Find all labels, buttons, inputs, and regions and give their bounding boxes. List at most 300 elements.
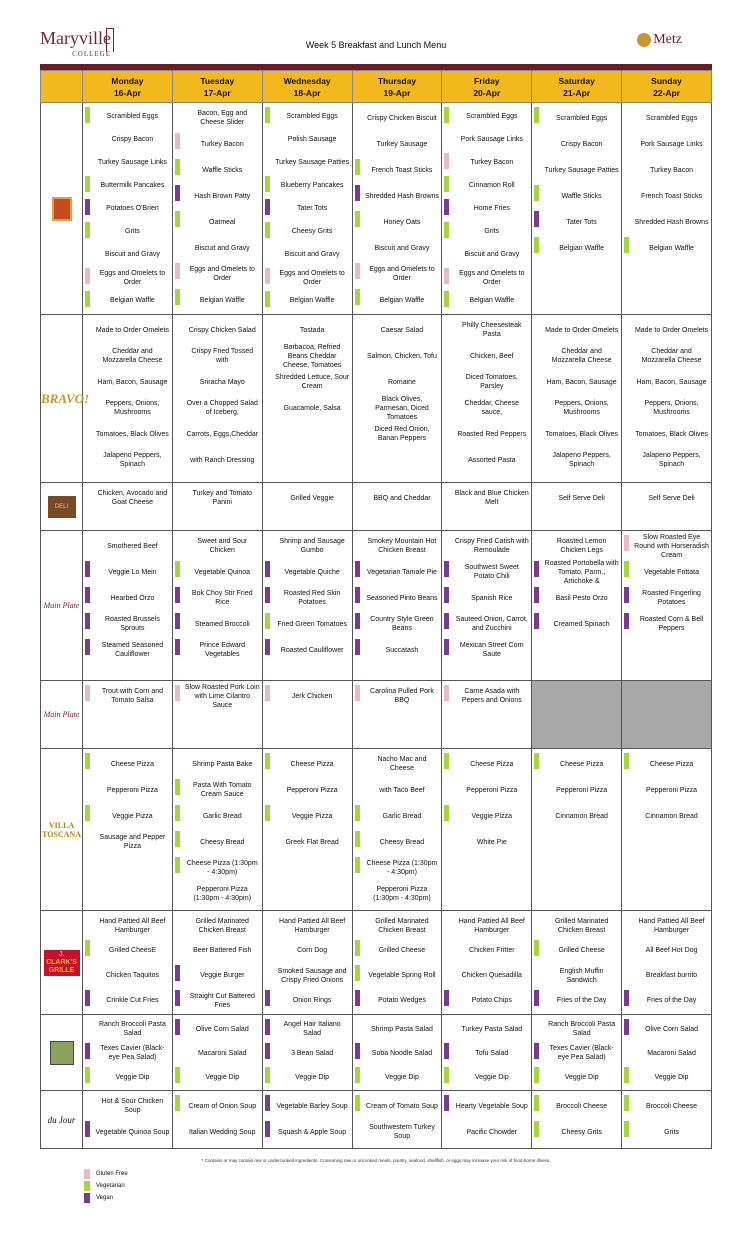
menu-item bbox=[622, 611, 711, 637]
menu-item bbox=[173, 913, 262, 938]
menu-cell bbox=[442, 749, 532, 911]
menu-item-label: Cheesy Grits bbox=[561, 1128, 602, 1136]
menu-item-label: Cream of Onion Soup bbox=[188, 1102, 257, 1110]
menu-item-label: Home Fries bbox=[473, 205, 510, 212]
menu-item bbox=[442, 266, 531, 289]
gluten-free-tag bbox=[444, 153, 449, 169]
menu-item-label: Belgian Waffle bbox=[289, 297, 335, 304]
menu-item bbox=[263, 1065, 352, 1089]
menu-item bbox=[173, 881, 262, 907]
menu-item bbox=[353, 1041, 442, 1065]
menu-item-label: Hand Pattied All Beef Hamburger bbox=[99, 917, 166, 934]
menu-item bbox=[353, 585, 442, 611]
menu-item bbox=[532, 585, 621, 611]
menu-item bbox=[83, 151, 172, 174]
menu-item-label: Basil Pesto Orzo bbox=[555, 594, 608, 602]
menu-item-label: Smoked Sausage and Crispy Fried Onions bbox=[277, 967, 347, 984]
menu-item-label: Bacon, Egg and Cheese Slider bbox=[197, 110, 248, 126]
menu-item bbox=[173, 343, 262, 369]
menu-item-label: Cheddar, Cheese sauce, bbox=[464, 400, 520, 416]
menu-item bbox=[622, 131, 711, 157]
menu-cell bbox=[352, 531, 442, 681]
menu-item-label: Southwest Sweet Potato Chili bbox=[464, 564, 519, 580]
station-logo-cell bbox=[41, 483, 83, 531]
menu-item-label: Blueberry Pancakes bbox=[280, 182, 344, 189]
menu-item bbox=[622, 421, 711, 447]
menu-item-label: Biscuit and Gravy bbox=[104, 251, 160, 258]
menu-cell bbox=[442, 315, 532, 483]
menu-item-label: Eggs and Omelets to Order bbox=[369, 266, 435, 282]
vegetarian-tag bbox=[175, 1095, 180, 1111]
menu-item-label: Peppers, Onions, Mushrooms bbox=[554, 400, 609, 416]
menu-item bbox=[263, 533, 352, 559]
menu-item-label: French Toast Sticks bbox=[641, 192, 702, 200]
menu-item bbox=[353, 683, 442, 709]
station-logo-cell bbox=[41, 1015, 83, 1091]
menu-item-label: Pepperoni Pizza bbox=[106, 786, 158, 794]
gluten-free-tag bbox=[355, 685, 360, 701]
menu-item bbox=[263, 1041, 352, 1065]
vegan-tag bbox=[444, 1095, 449, 1111]
menu-item bbox=[532, 131, 621, 157]
menu-item-label: Ranch Broccoli Pasta Salad bbox=[548, 1021, 616, 1037]
menu-item-label: Philly Cheesesteak Pasta bbox=[462, 322, 522, 338]
vegan-tag bbox=[444, 561, 449, 577]
menu-item-label: Cheesy Grits bbox=[291, 228, 333, 235]
menu-item-label: Black Olives, Parmesan, Diced Tomatoes bbox=[375, 395, 429, 421]
vegetarian-tag bbox=[355, 805, 360, 821]
menu-item-label: Crispy Chicken Biscuit bbox=[367, 114, 437, 122]
menu-item bbox=[353, 1017, 442, 1041]
menu-item bbox=[622, 751, 711, 777]
vegetarian-tag bbox=[534, 940, 539, 956]
vegetarian-tag bbox=[355, 940, 360, 956]
vegan-tag bbox=[265, 199, 270, 215]
menu-item-label: Potato Wedges bbox=[378, 997, 426, 1004]
page-title: Week 5 Breakfast and Lunch Menu bbox=[305, 40, 447, 50]
menu-item bbox=[532, 105, 621, 131]
menu-item-label: Eggs and Omelets to Order bbox=[99, 269, 166, 286]
day-name: Sunday bbox=[651, 75, 682, 86]
menu-item bbox=[442, 289, 531, 312]
menu-item-label: Jalapeno Peppers, Spinach bbox=[642, 452, 701, 468]
menu-item-label: Turkey Sausage Links bbox=[97, 159, 167, 166]
menu-item-label: Cheddar and Mozzarella Cheese bbox=[551, 348, 612, 364]
menu-item-label: Shrimp and Sausage Gumbo bbox=[279, 538, 345, 554]
menu-item bbox=[442, 777, 531, 803]
menu-item-label: Cheese Pizza (1:30pm - 4:30pm) bbox=[366, 860, 438, 876]
station-row bbox=[41, 103, 712, 315]
menu-cell bbox=[262, 531, 352, 681]
menu-item-label: Belgian Waffle bbox=[199, 296, 245, 304]
menu-item-label: Cheese Pizza bbox=[560, 760, 604, 768]
menu-item bbox=[263, 128, 352, 151]
day-date: 22-Apr bbox=[653, 87, 680, 98]
menu-item bbox=[83, 585, 172, 611]
menu-item bbox=[173, 611, 262, 637]
menu-item-label: Grits bbox=[125, 228, 140, 235]
menu-item-label: Roasted Cauliflower bbox=[280, 646, 344, 654]
menu-item-label: Chicken Taquitos bbox=[105, 972, 160, 979]
vegan-tag bbox=[265, 587, 270, 603]
menu-item-label: Polish Sausage bbox=[287, 136, 337, 143]
station-row bbox=[41, 1091, 712, 1149]
vegetarian-tag bbox=[85, 1067, 90, 1083]
menu-item bbox=[353, 881, 442, 907]
menu-item-label: Veggie Dip bbox=[654, 1073, 689, 1081]
menu-item-label: Roasted Fingerling Potatoes bbox=[642, 590, 701, 606]
menu-item-label: Slow Roasted Eye Round with Horseradish Cream bbox=[634, 533, 709, 559]
menu-item-label: Crispy Bacon bbox=[560, 140, 603, 148]
menu-cell bbox=[83, 103, 173, 315]
menu-item-label: Veggie Dip bbox=[474, 1073, 509, 1081]
menu-item bbox=[263, 220, 352, 243]
menu-item-label: Buttermilk Pancakes bbox=[100, 182, 165, 189]
menu-item bbox=[173, 829, 262, 855]
menu-item bbox=[83, 197, 172, 220]
menu-cell bbox=[262, 1015, 352, 1091]
menu-item bbox=[83, 220, 172, 243]
menu-item bbox=[83, 343, 172, 369]
vegan-tag bbox=[355, 613, 360, 629]
menu-item bbox=[353, 105, 442, 131]
menu-item bbox=[622, 343, 711, 369]
menu-item bbox=[173, 1017, 262, 1041]
menu-item bbox=[532, 343, 621, 369]
menu-item-label: Turkey Pasta Salad bbox=[461, 1025, 523, 1033]
menu-item bbox=[83, 829, 172, 855]
menu-item-label: Carolina Pulled Pork BBQ bbox=[370, 688, 434, 704]
vegetarian-tag bbox=[624, 1121, 629, 1137]
menu-item-label: Romaine bbox=[387, 378, 416, 386]
menu-item bbox=[353, 913, 442, 938]
menu-item-label: Cheese Pizza bbox=[110, 760, 155, 768]
menu-item-label: Onion Rings bbox=[292, 997, 332, 1004]
menu-item-label: Peppers, Onions, Mushrooms bbox=[644, 400, 699, 416]
menu-item bbox=[173, 261, 262, 287]
menu-item-label: Trout with Corn and Tomato Salsa bbox=[101, 688, 164, 704]
menu-item-label: Cheesy Bread bbox=[200, 838, 245, 846]
menu-item-label: Carne Asada with Pepers and Onions bbox=[461, 688, 522, 704]
menu-item-label: Honey Oats bbox=[383, 218, 421, 226]
menu-item bbox=[83, 988, 172, 1013]
menu-item-label: Self Serve Deli bbox=[558, 494, 605, 502]
vegetarian-tag bbox=[444, 805, 449, 821]
menu-item bbox=[173, 183, 262, 209]
menu-item bbox=[263, 611, 352, 637]
menu-item bbox=[442, 243, 531, 266]
menu-item-label: Diced Tomatoes, Parsley bbox=[465, 374, 518, 390]
vegan-tag bbox=[175, 1019, 180, 1035]
menu-item-label: Roasted Corn & Bell Peppers bbox=[639, 616, 704, 632]
vegetarian-tag bbox=[265, 613, 270, 629]
menu-item bbox=[442, 683, 531, 709]
vegetarian-tag bbox=[175, 831, 180, 847]
menu-item bbox=[442, 637, 531, 663]
menu-item bbox=[83, 963, 172, 988]
menu-cell bbox=[83, 1091, 173, 1149]
menu-cell bbox=[352, 1015, 442, 1091]
menu-item bbox=[263, 369, 352, 395]
menu-item bbox=[622, 369, 711, 395]
menu-item-label: Salmon, Chicken, Tofu bbox=[366, 352, 437, 360]
page-header bbox=[40, 24, 712, 64]
menu-item-label: Grits bbox=[664, 1128, 679, 1136]
menu-item bbox=[83, 938, 172, 963]
vegan-tag bbox=[265, 639, 270, 655]
menu-cell bbox=[83, 531, 173, 681]
menu-item-label: Vegetable Frittata bbox=[644, 568, 699, 576]
legend-gluten-free: Gluten Free bbox=[84, 1168, 128, 1180]
menu-item-label: Cinnamon Bread bbox=[555, 812, 608, 820]
menu-item bbox=[442, 1119, 531, 1145]
menu-item bbox=[173, 751, 262, 777]
menu-item bbox=[622, 988, 711, 1013]
menu-item bbox=[263, 938, 352, 963]
menu-item bbox=[263, 105, 352, 128]
menu-cell bbox=[172, 531, 262, 681]
menu-item-label: Veggie Pizza bbox=[291, 812, 333, 820]
menu-item-label: Pasta With Tomato Cream Sauce bbox=[192, 782, 252, 798]
day-date: 18-Apr bbox=[293, 87, 321, 98]
menu-cell bbox=[352, 315, 442, 483]
menu-item-label: Jalapeno Peppers, Spinach bbox=[552, 452, 611, 468]
menu-item-label: Carrots, Eggs,Cheddar bbox=[186, 430, 259, 438]
menu-item-label: Pepperoni Pizza bbox=[556, 786, 608, 794]
menu-item-label: Bok Choy Stir Fried Rice bbox=[191, 590, 253, 606]
menu-item bbox=[532, 963, 621, 988]
station-logo-cell bbox=[41, 911, 83, 1015]
menu-cell bbox=[622, 315, 712, 483]
menu-item-label: Roasted Portobella with Tomato, Parm., Artichoke & bbox=[544, 559, 619, 585]
menu-item-label: Texes Cavier (Black-eye Pea Salad) bbox=[549, 1045, 614, 1061]
vegetarian-tag bbox=[444, 291, 449, 307]
menu-item-label: Vegetarian Tamale Pie bbox=[366, 568, 437, 576]
vegan-swatch bbox=[84, 1193, 90, 1203]
menu-item-label: Pacific Chowder bbox=[466, 1128, 518, 1136]
menu-item-label: Turkey and Tomato Panini bbox=[192, 490, 253, 506]
vegan-tag bbox=[85, 1043, 90, 1059]
menu-item-label: Scrambled Eggs bbox=[645, 114, 698, 122]
vegan-tag bbox=[85, 639, 90, 655]
menu-item-label: Belgian Waffle bbox=[469, 297, 515, 304]
menu-item-label: Shredded Lettuce, Sour Cream bbox=[275, 374, 350, 390]
menu-item-label: Roasted Lemon Chicken Legs bbox=[556, 538, 607, 554]
vegetarian-tag bbox=[534, 237, 539, 253]
vegan-tag bbox=[355, 587, 360, 603]
menu-item bbox=[622, 157, 711, 183]
menu-cell bbox=[442, 681, 532, 749]
menu-item bbox=[83, 1017, 172, 1041]
vegetarian-tag bbox=[85, 107, 90, 123]
vegan-tag bbox=[175, 185, 180, 201]
menu-item-label: Pepperoni Pizza (1:30pm - 4:30pm) bbox=[193, 886, 252, 902]
menu-item-label: Fried Green Tomatoes bbox=[277, 620, 347, 628]
vegetarian-tag bbox=[265, 107, 270, 123]
menu-item bbox=[622, 963, 711, 988]
menu-item bbox=[83, 1041, 172, 1065]
menu-item-label: Diced Red Onion, Banan Peppers bbox=[374, 426, 430, 442]
menu-item bbox=[353, 485, 442, 511]
menu-item-label: Crispy Bacon bbox=[111, 136, 154, 143]
menu-item-label: Squash & Apple Soup bbox=[278, 1128, 347, 1136]
menu-cell bbox=[262, 1091, 352, 1149]
vegetarian-tag bbox=[444, 176, 449, 192]
vegetarian-tag bbox=[175, 289, 180, 305]
menu-cell bbox=[442, 1091, 532, 1149]
menu-item bbox=[83, 683, 172, 709]
menu-item bbox=[83, 369, 172, 395]
menu-item-label: 3 Bean Salad bbox=[291, 1049, 334, 1057]
menu-item bbox=[83, 289, 172, 312]
menu-item bbox=[83, 803, 172, 829]
menu-item bbox=[263, 1119, 352, 1145]
menu-item bbox=[173, 395, 262, 421]
grille-logo: J. CLARK'S GRILLE bbox=[44, 950, 80, 976]
menu-item bbox=[442, 829, 531, 855]
menu-item bbox=[263, 266, 352, 289]
menu-cell bbox=[262, 315, 352, 483]
menu-item bbox=[263, 559, 352, 585]
vegetarian-tag bbox=[355, 1067, 360, 1083]
gluten-free-tag bbox=[265, 685, 270, 701]
menu-item bbox=[442, 751, 531, 777]
vegan-tag bbox=[265, 990, 270, 1006]
menu-item-label: Greek Flat Bread bbox=[285, 838, 339, 846]
menu-cell bbox=[442, 531, 532, 681]
menu-item-label: Soba Noodle Salad bbox=[371, 1049, 433, 1057]
menu-item bbox=[353, 963, 442, 988]
menu-item bbox=[173, 421, 262, 447]
menu-item-label: Macaroni Salad bbox=[647, 1049, 696, 1057]
vegetarian-tag bbox=[85, 753, 90, 769]
menu-item-label: Tomatoes, Black Olives bbox=[635, 430, 708, 438]
menu-item-label: Tater Tots bbox=[297, 205, 328, 212]
gluten-free-tag bbox=[355, 263, 360, 279]
menu-item bbox=[173, 1041, 262, 1065]
menu-item-label: Assorted Pasta bbox=[468, 456, 516, 464]
menu-item bbox=[353, 395, 442, 421]
vegetarian-tag bbox=[534, 753, 539, 769]
menu-item bbox=[442, 988, 531, 1013]
menu-item bbox=[442, 317, 531, 343]
menu-item-label: Hand Pattied All Beef Hamburger bbox=[638, 917, 705, 934]
menu-item bbox=[83, 637, 172, 663]
vegan-tag bbox=[444, 639, 449, 655]
menu-item bbox=[532, 913, 621, 938]
station-row bbox=[41, 1015, 712, 1091]
menu-item-label: Over a Chopped Salad of Iceberg, bbox=[186, 400, 258, 416]
menu-item-label: Pork Sausage Links bbox=[460, 136, 523, 143]
menu-item bbox=[173, 1065, 262, 1089]
menu-item-label: Cheese Pizza bbox=[290, 760, 334, 768]
menu-item bbox=[263, 243, 352, 266]
footnote: * Contains or may contain raw or undercooked ingredients. Consuming raw or uncooked meats, poultry, seafood, shellfish, or eggs may increase your risk of food-borne illness. bbox=[201, 1158, 551, 1163]
menu-item-label: Turkey Sausage Patties bbox=[275, 159, 350, 166]
vegan-tag bbox=[265, 1019, 270, 1035]
vegetarian-tag bbox=[85, 291, 90, 307]
menu-item-label: Eggs and Omelets to Order bbox=[459, 269, 525, 286]
menu-item bbox=[173, 105, 262, 131]
menu-cell bbox=[622, 749, 712, 911]
menu-item bbox=[622, 1041, 711, 1065]
day-date: 17-Apr bbox=[203, 87, 231, 98]
menu-item-label: Grilled Veggie bbox=[290, 494, 334, 502]
menu-item bbox=[622, 1093, 711, 1119]
menu-item-label: Tomatoes, Black Olives bbox=[545, 430, 619, 438]
menu-item-label: Tostada bbox=[299, 326, 325, 334]
menu-item-label: Vegetable Quiche bbox=[284, 568, 340, 576]
menu-item-label: Guacamole, Salsa bbox=[283, 404, 341, 412]
menu-item bbox=[353, 611, 442, 637]
menu-item bbox=[263, 395, 352, 421]
vegetarian-tag bbox=[444, 222, 449, 238]
menu-item bbox=[442, 533, 531, 559]
menu-item-label: Macaroni Salad bbox=[197, 1049, 247, 1057]
day-name: Thursday bbox=[377, 75, 417, 86]
menu-cell bbox=[352, 911, 442, 1015]
vegetarian-tag bbox=[624, 753, 629, 769]
menu-cell bbox=[172, 315, 262, 483]
menu-item bbox=[622, 777, 711, 803]
maryville-college-logo: Maryville COLLEGE bbox=[40, 30, 111, 62]
vegan-tag bbox=[444, 990, 449, 1006]
vegetarian-tag bbox=[534, 107, 539, 123]
menu-item-label: Hearty Vegetable Soup bbox=[455, 1102, 528, 1110]
metz-logo: Metz bbox=[637, 32, 682, 48]
menu-cell bbox=[532, 531, 622, 681]
menu-item-label: Scrambled Eggs bbox=[286, 113, 338, 120]
legend-vegetarian: Vegetarian bbox=[84, 1180, 128, 1192]
day-date: 21-Apr bbox=[563, 87, 591, 98]
menu-item bbox=[622, 1119, 711, 1145]
menu-item bbox=[263, 751, 352, 777]
vegetarian-tag bbox=[355, 965, 360, 981]
salad-logo bbox=[50, 1041, 74, 1065]
menu-item-label: Vegetable Spring Roll bbox=[368, 972, 436, 979]
menu-item bbox=[442, 421, 531, 447]
menu-item-label: Biscuit and Gravy bbox=[464, 251, 520, 258]
menu-item-label: Turkey Bacon bbox=[470, 159, 514, 166]
menu-item-label: Succatash bbox=[385, 646, 419, 654]
menu-cell bbox=[172, 103, 262, 315]
menu-item bbox=[622, 533, 711, 559]
menu-item bbox=[263, 913, 352, 938]
menu-item-label: Steamed Seasoned Cauliflower bbox=[101, 642, 164, 658]
vegetarian-tag bbox=[444, 1067, 449, 1083]
vegan-tag bbox=[265, 561, 270, 577]
menu-item bbox=[263, 174, 352, 197]
vegetarian-tag bbox=[355, 289, 360, 305]
menu-item bbox=[83, 485, 172, 511]
menu-item-label: Eggs and Omelets to Order bbox=[189, 266, 255, 282]
menu-item bbox=[532, 751, 621, 777]
menu-item bbox=[532, 157, 621, 183]
menu-cell bbox=[172, 1091, 262, 1149]
menu-item-label: Grilled Marinated Chicken Breast bbox=[375, 917, 429, 934]
menu-item bbox=[353, 637, 442, 663]
menu-item-label: Garlic Bread bbox=[382, 812, 422, 820]
menu-item-label: Eggs and Omelets to Order bbox=[279, 269, 345, 286]
menu-item bbox=[532, 1093, 621, 1119]
menu-cell bbox=[532, 911, 622, 1015]
menu-item bbox=[353, 421, 442, 447]
menu-item-label: Pepperoni Pizza bbox=[466, 786, 518, 794]
menu-item-label: Hearbed Orzo bbox=[110, 594, 155, 602]
menu-item bbox=[442, 585, 531, 611]
menu-item bbox=[173, 1093, 262, 1119]
menu-item bbox=[353, 1065, 442, 1089]
